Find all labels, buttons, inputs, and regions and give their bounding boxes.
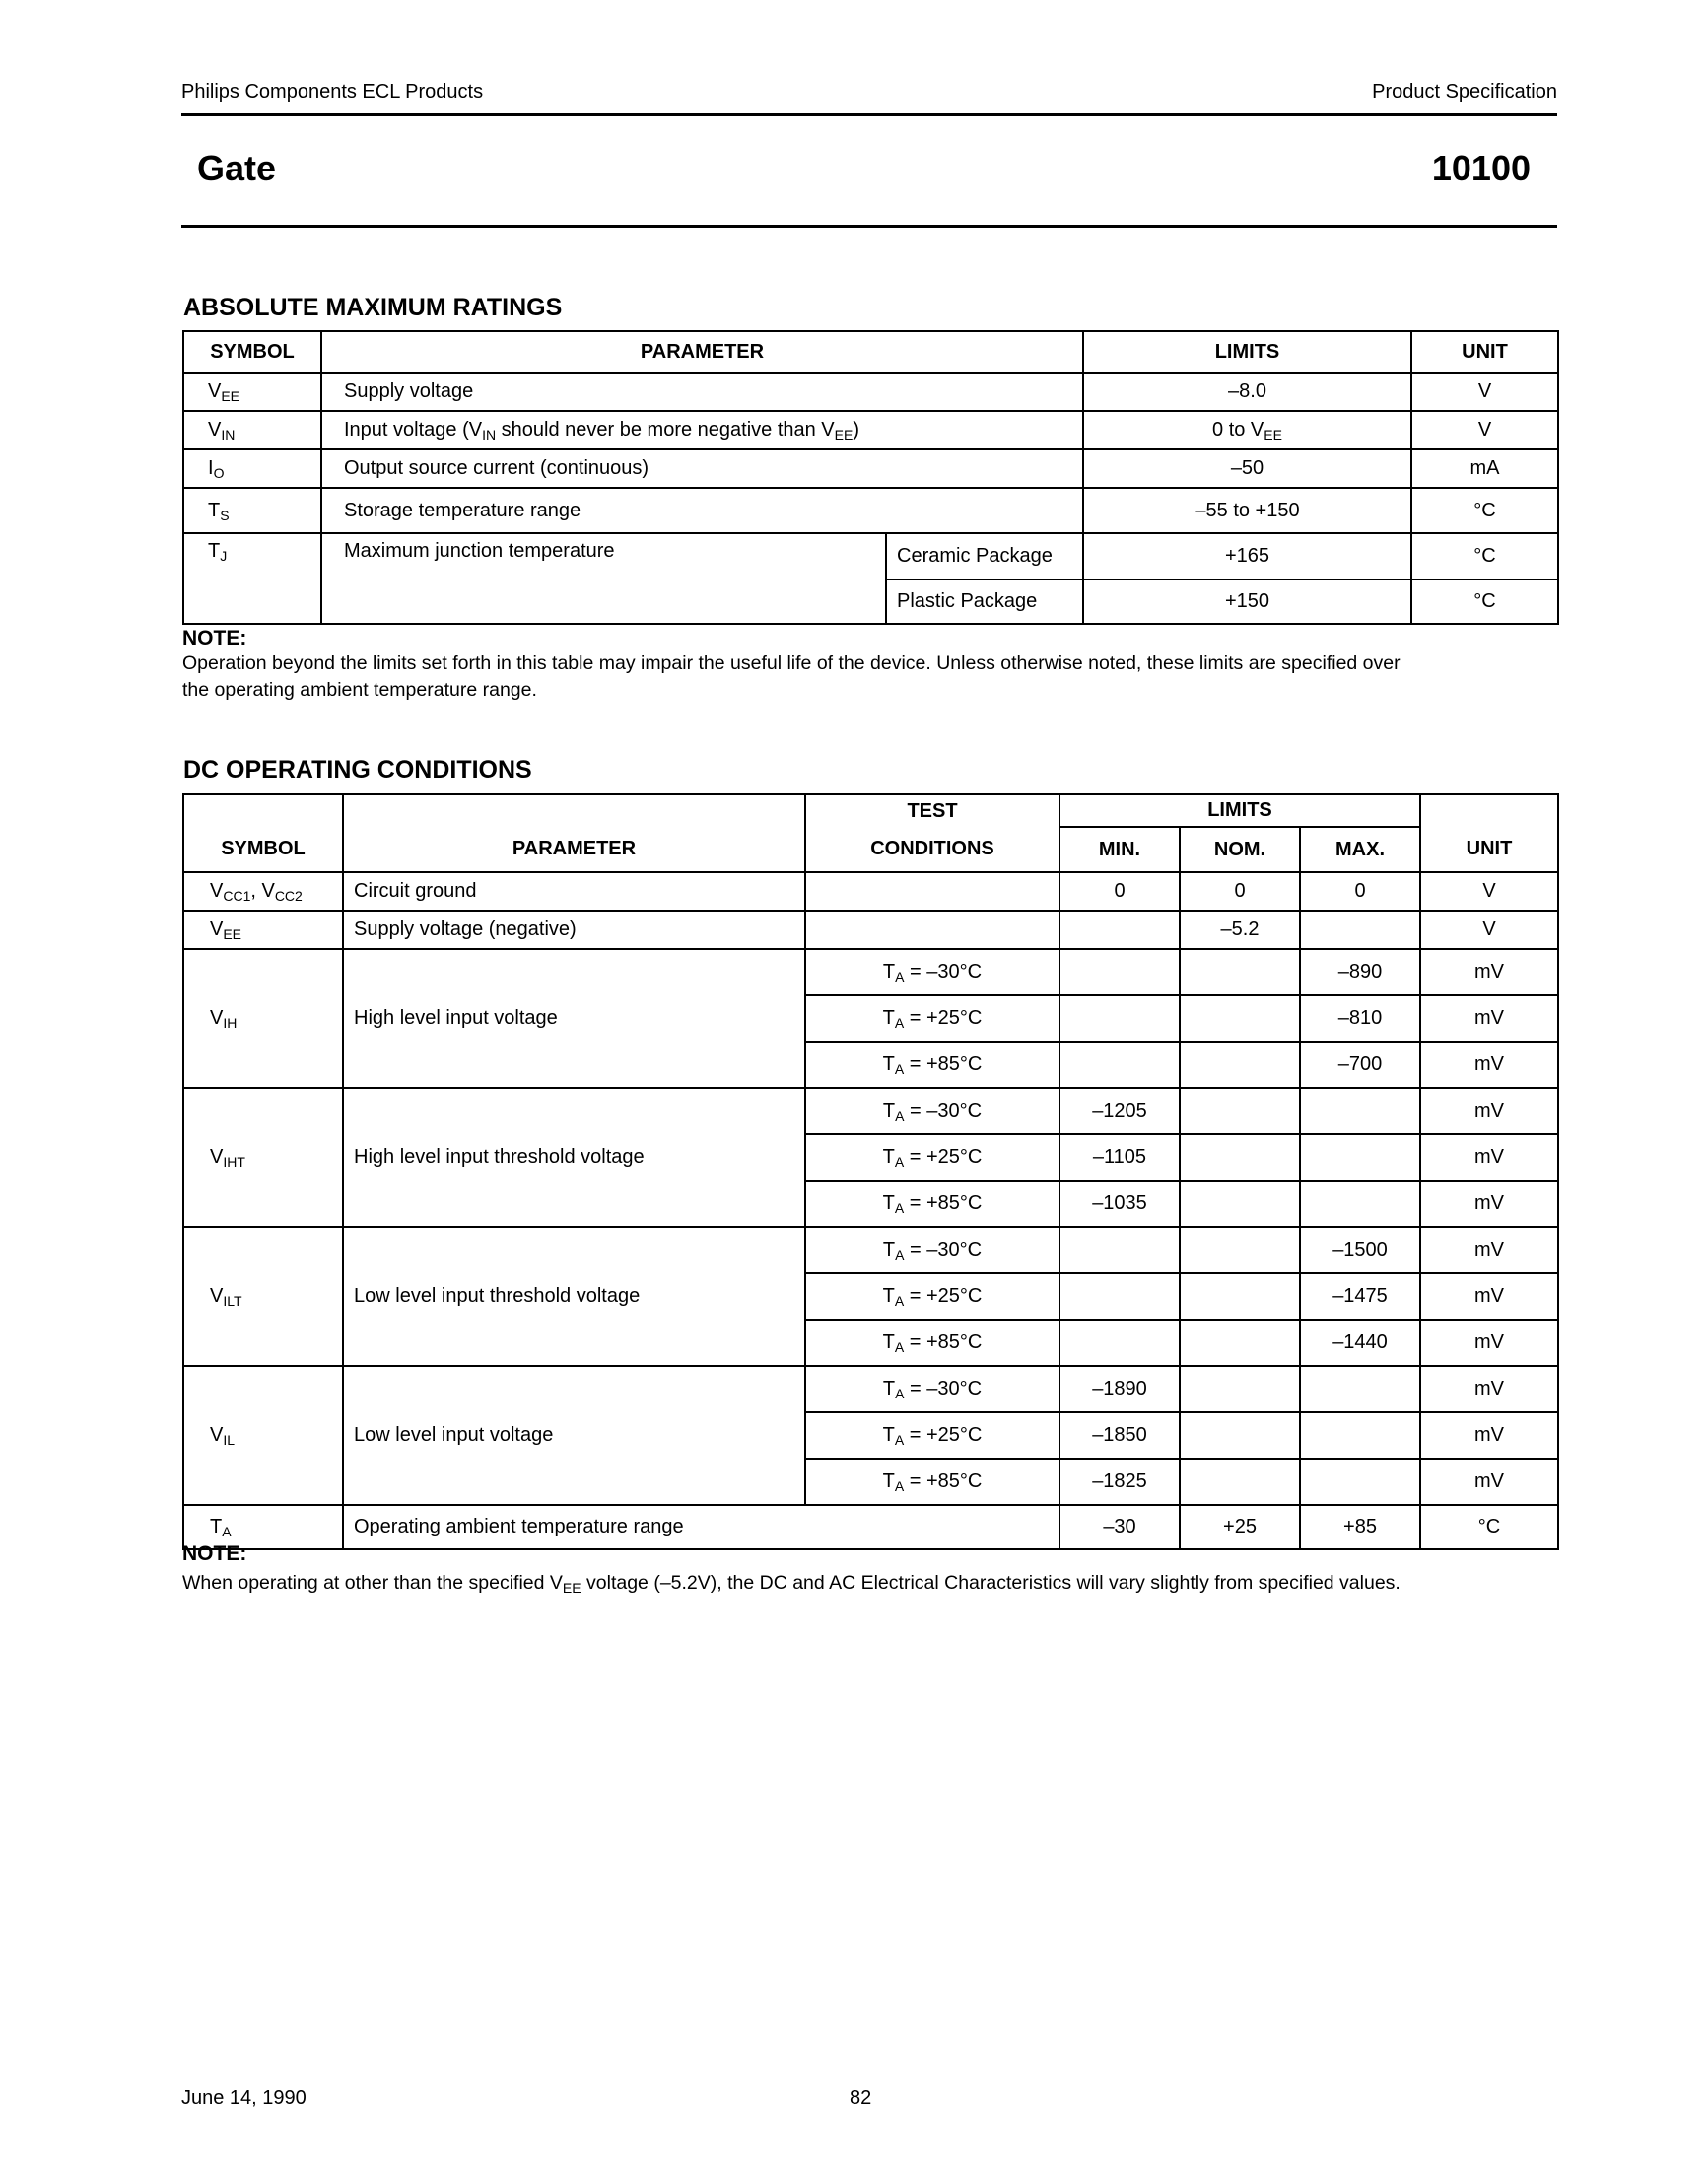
parameter-cell: Low level input threshold voltage: [343, 1227, 805, 1366]
min-cell: [1059, 1042, 1180, 1088]
table-row: [183, 449, 1558, 488]
max-cell: –700: [1300, 1042, 1420, 1088]
col-header-parameter-top: [343, 794, 805, 827]
conditions-cell: $T_A = +85^\circ C$: [805, 1042, 1059, 1088]
limit-cell: –8.0: [1083, 373, 1411, 411]
col-header-limits: LIMITS: [1083, 331, 1411, 373]
max-cell: –890: [1300, 949, 1420, 995]
title-rule: [181, 225, 1557, 228]
symbol-cell: $V_{EE}$: [183, 373, 321, 411]
parameter-cell: High level input threshold voltage: [343, 1088, 805, 1227]
min-cell: [1059, 911, 1180, 949]
unit-cell: mV: [1420, 1227, 1558, 1273]
table-header-row: [183, 794, 1558, 827]
col-header-parameter: PARAMETER: [343, 827, 805, 872]
col-header-conditions: CONDITIONS: [805, 827, 1059, 872]
max-cell: [1300, 1134, 1420, 1181]
min-cell: [1059, 1273, 1180, 1320]
table-row: [183, 488, 1558, 533]
min-cell: –1825: [1059, 1459, 1180, 1505]
parameter-cell: Supply voltage (negative): [343, 911, 805, 949]
nom-cell: –5.2: [1180, 911, 1300, 949]
abs-max-table: [182, 330, 1559, 625]
col-header-symbol-top: [183, 794, 343, 827]
parameter-cell: Operating ambient temperature range: [343, 1505, 1059, 1549]
limit-cell: –55 to +150: [1083, 488, 1411, 533]
limit-cell: +165: [1083, 533, 1411, 579]
parameter-cell: Output source current (continuous): [321, 449, 1083, 488]
footer-date: June 14, 1990: [181, 2087, 307, 2109]
min-cell: –30: [1059, 1505, 1180, 1549]
note-label: NOTE:: [182, 627, 247, 649]
table-row: [183, 533, 1558, 579]
parameter-cell: Storage temperature range: [321, 488, 1083, 533]
conditions-cell: $T_A = +85^\circ C$: [805, 1181, 1059, 1227]
symbol-cell: $T_A$: [183, 1505, 343, 1549]
conditions-cell: $T_A = -30^\circ C$: [805, 1088, 1059, 1134]
col-header-unit: UNIT: [1420, 827, 1558, 872]
conditions-cell: $T_A = +25^\circ C$: [805, 1134, 1059, 1181]
header-doc-type: Product Specification: [1372, 81, 1557, 102]
unit-cell: V: [1411, 373, 1558, 411]
table-row: [183, 872, 1558, 911]
table-header-row: [183, 827, 1558, 872]
unit-cell: mV: [1420, 1088, 1558, 1134]
col-header-nom: NOM.: [1180, 827, 1300, 872]
unit-cell: mA: [1411, 449, 1558, 488]
max-cell: [1300, 1088, 1420, 1134]
limit-cell: –50: [1083, 449, 1411, 488]
unit-cell: °C: [1411, 533, 1558, 579]
max-cell: [1300, 1366, 1420, 1412]
min-cell: [1059, 995, 1180, 1042]
nom-cell: [1180, 1181, 1300, 1227]
package-cell: Ceramic Package: [886, 533, 1083, 579]
nom-cell: [1180, 995, 1300, 1042]
dc-operating-table: [182, 793, 1559, 1550]
package-cell: Plastic Package: [886, 579, 1083, 624]
nom-cell: [1180, 1134, 1300, 1181]
col-header-unit-top: [1420, 794, 1558, 827]
header-company: Philips Components ECL Products: [181, 81, 484, 102]
symbol-cell: $I_O$: [183, 449, 321, 488]
conditions-cell: [805, 911, 1059, 949]
parameter-cell: Maximum junction temperature: [321, 533, 886, 624]
nom-cell: 0: [1180, 872, 1300, 911]
nom-cell: [1180, 1459, 1300, 1505]
table-row: [183, 1227, 1558, 1273]
table-row: [183, 1366, 1558, 1412]
dc-condition-groups: [183, 949, 1558, 1505]
parameter-cell: Low level input voltage: [343, 1366, 805, 1505]
col-header-max: MAX.: [1300, 827, 1420, 872]
table-row: [183, 911, 1558, 949]
symbol-cell: $V_{CC1}$, $V_{CC2}$: [183, 872, 343, 911]
conditions-cell: [805, 872, 1059, 911]
unit-cell: °C: [1420, 1505, 1558, 1549]
col-header-symbol: SYMBOL: [183, 331, 321, 373]
nom-cell: [1180, 1042, 1300, 1088]
max-cell: –810: [1300, 995, 1420, 1042]
unit-cell: °C: [1411, 579, 1558, 624]
parameter-cell: High level input voltage: [343, 949, 805, 1088]
note-text-line: When operating at other than the specified $V_{EE}$ voltage (–5.2V), the DC and AC Electrical Characteristics will vary slightly from specified values.: [182, 1572, 1401, 1596]
unit-cell: mV: [1420, 1412, 1558, 1459]
nom-cell: +25: [1180, 1505, 1300, 1549]
min-cell: [1059, 1227, 1180, 1273]
conditions-cell: $T_A = -30^\circ C$: [805, 1366, 1059, 1412]
parameter-cell: Circuit ground: [343, 872, 805, 911]
symbol-cell: $V_{IL}$: [183, 1366, 343, 1505]
conditions-cell: $T_A = +25^\circ C$: [805, 1273, 1059, 1320]
unit-cell: mV: [1420, 1134, 1558, 1181]
page-number: 82: [850, 2087, 872, 2109]
symbol-cell: $T_J$: [183, 533, 321, 624]
unit-cell: mV: [1420, 1366, 1558, 1412]
max-cell: [1300, 1181, 1420, 1227]
nom-cell: [1180, 1366, 1300, 1412]
conditions-cell: $T_A = -30^\circ C$: [805, 1227, 1059, 1273]
max-cell: [1300, 1459, 1420, 1505]
conditions-cell: $T_A = +85^\circ C$: [805, 1459, 1059, 1505]
nom-cell: [1180, 949, 1300, 995]
table-row: [183, 411, 1558, 449]
min-cell: [1059, 1320, 1180, 1366]
section-title-abs-max: ABSOLUTE MAXIMUM RATINGS: [183, 294, 563, 321]
col-header-limits: LIMITS: [1059, 794, 1420, 827]
table-header-row: [183, 331, 1558, 373]
col-header-test: TEST: [805, 794, 1059, 827]
symbol-cell: $V_{IHT}$: [183, 1088, 343, 1227]
max-cell: +85: [1300, 1505, 1420, 1549]
unit-cell: mV: [1420, 1459, 1558, 1505]
nom-cell: [1180, 1412, 1300, 1459]
col-header-unit: UNIT: [1411, 331, 1558, 373]
min-cell: –1105: [1059, 1134, 1180, 1181]
unit-cell: V: [1411, 411, 1558, 449]
note-text-line: the operating ambient temperature range.: [182, 679, 537, 701]
symbol-cell: $V_{IN}$: [183, 411, 321, 449]
symbol-cell: $T_S$: [183, 488, 321, 533]
max-cell: –1475: [1300, 1273, 1420, 1320]
nom-cell: [1180, 1320, 1300, 1366]
note-label: NOTE:: [182, 1542, 247, 1565]
table-row: [183, 1505, 1558, 1549]
symbol-cell: $V_{EE}$: [183, 911, 343, 949]
max-cell: –1440: [1300, 1320, 1420, 1366]
unit-cell: V: [1420, 872, 1558, 911]
parameter-cell: Supply voltage: [321, 373, 1083, 411]
unit-cell: mV: [1420, 1181, 1558, 1227]
unit-cell: mV: [1420, 949, 1558, 995]
unit-cell: V: [1420, 911, 1558, 949]
header-rule: [181, 113, 1557, 116]
table-row: [183, 373, 1558, 411]
min-cell: [1059, 949, 1180, 995]
conditions-cell: $T_A = +25^\circ C$: [805, 995, 1059, 1042]
limit-cell: 0 to $V_{EE}$: [1083, 411, 1411, 449]
unit-cell: mV: [1420, 1042, 1558, 1088]
parameter-cell: Input voltage ($V_{IN}$ should never be more negative than $V_{EE}$): [321, 411, 1083, 449]
section-title-dc-operating: DC OPERATING CONDITIONS: [183, 756, 532, 784]
limit-cell: +150: [1083, 579, 1411, 624]
max-cell: 0: [1300, 872, 1420, 911]
max-cell: –1500: [1300, 1227, 1420, 1273]
unit-cell: mV: [1420, 1320, 1558, 1366]
conditions-cell: $T_A = +85^\circ C$: [805, 1320, 1059, 1366]
min-cell: –1205: [1059, 1088, 1180, 1134]
min-cell: –1890: [1059, 1366, 1180, 1412]
table-row: [183, 1088, 1558, 1134]
part-number: 10100: [1431, 148, 1531, 188]
note-text-line: Operation beyond the limits set forth in this table may impair the useful life of the device. Unless otherwise noted, these limits are specified over: [182, 652, 1401, 674]
nom-cell: [1180, 1088, 1300, 1134]
nom-cell: [1180, 1227, 1300, 1273]
col-header-min: MIN.: [1059, 827, 1180, 872]
table-row: [183, 949, 1558, 995]
symbol-cell: $V_{ILT}$: [183, 1227, 343, 1366]
symbol-cell: $V_{IH}$: [183, 949, 343, 1088]
max-cell: [1300, 911, 1420, 949]
col-header-parameter: PARAMETER: [321, 331, 1083, 373]
unit-cell: °C: [1411, 488, 1558, 533]
min-cell: –1035: [1059, 1181, 1180, 1227]
conditions-cell: $T_A = -30^\circ C$: [805, 949, 1059, 995]
min-cell: 0: [1059, 872, 1180, 911]
col-header-symbol: SYMBOL: [183, 827, 343, 872]
page-title: Gate: [197, 148, 277, 188]
nom-cell: [1180, 1273, 1300, 1320]
conditions-cell: $T_A = +25^\circ C$: [805, 1412, 1059, 1459]
unit-cell: mV: [1420, 1273, 1558, 1320]
unit-cell: mV: [1420, 995, 1558, 1042]
min-cell: –1850: [1059, 1412, 1180, 1459]
max-cell: [1300, 1412, 1420, 1459]
